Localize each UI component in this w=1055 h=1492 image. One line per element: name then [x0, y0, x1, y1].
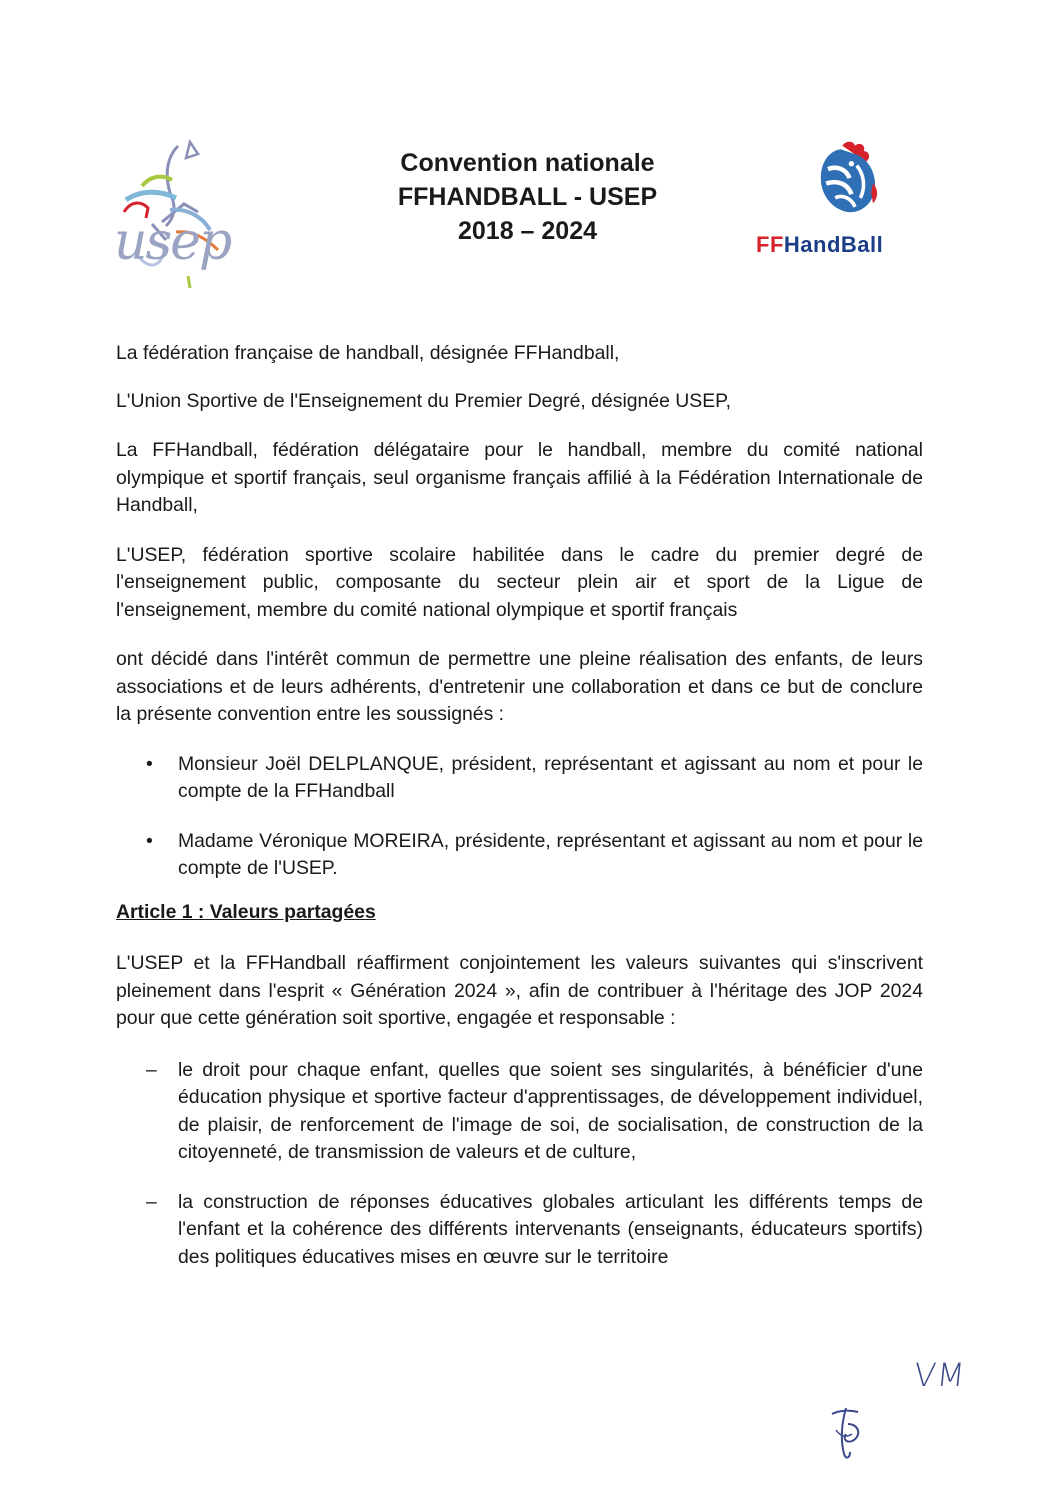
handwritten-initials-left-icon: [826, 1400, 866, 1462]
paragraph-usep-description: L'USEP, fédération sportive scolaire habilitée dans le cadre du premier degré de l'enseignement public, composante du secteur plein air et sport de la Ligue de l'enseignement, membre du comité national olympique et sportif français: [116, 543, 923, 621]
paragraph-ffhandball-description: La FFHandball, fédération délégataire pour le handball, membre du comité national olympique et sportif français, seul organisme français affilié à la Fédération Internationale de Handball,: [116, 439, 923, 516]
ffhandball-logo-ff: FF: [756, 232, 784, 257]
paragraph-usep: L'Union Sportive de l'Enseignement du Premier Degré, désignée USEP,: [116, 389, 731, 412]
value-item: [116, 1057, 923, 1167]
handwritten-initials-right: VM: [912, 1356, 968, 1394]
title-line-2: FFHANDBALL - USEP: [397, 183, 658, 211]
dash-mark: –: [146, 1058, 157, 1081]
ffhandball-logo-text: [756, 234, 883, 256]
dash-mark: –: [146, 1190, 157, 1213]
value-text: la construction de réponses éducatives globales articulant les différents temps de l'enfant et la cohérence des différents intervenants (enseignants, éducateurs sportifs) des politiques éducatives mises en œuvre sur le territoire: [178, 1190, 923, 1268]
document-body: [116, 340, 923, 1271]
value-item: [116, 1189, 923, 1272]
document-title: [300, 146, 755, 248]
paragraph-ffhandball: La fédération française de handball, désignée FFHandball,: [116, 342, 620, 364]
signatory-text: Monsieur Joël DELPLANQUE, président, représentant et agissant au nom et pour le compte de la FFHandball: [178, 752, 923, 802]
article-1-intro: L'USEP et la FFHandball réaffirment conjointement les valeurs suivantes qui s'inscrivent pleinement dans l'esprit « Génération 2024 », afin de contribuer à l'héritage des JOP 2024 pour que cette génération soit sportive, engagée et responsable :: [116, 952, 923, 1029]
bullet-mark: •: [146, 829, 153, 852]
signatory-text: Madame Véronique MOREIRA, présidente, représentant et agissant au nom et pour le compte de l'USEP.: [178, 829, 923, 879]
bullet-mark: •: [146, 752, 153, 775]
title-line-3: 2018 – 2024: [457, 217, 598, 245]
ffhandball-rooster-logo-icon: [810, 138, 882, 220]
title-line-1: Convention nationale: [400, 149, 655, 177]
paragraph-decision: ont décidé dans l'intérêt commun de permettre une pleine réalisation des enfants, de leurs associations et de leurs adhérents, d'entretenir une collaboration et dans ce but de conclure la présente convention entre les soussignés :: [116, 648, 923, 725]
ffhandball-logo: [750, 138, 940, 263]
value-text: le droit pour chaque enfant, quelles que soient ses singularités, à bénéficier d'une éducation physique et sportive facteur d'apprentissages, de développement individuel, de plaisir, de renforcement de l'image de soi, de socialisation, de construction de la citoyenneté, de transmission de valeurs et de culture,: [178, 1058, 923, 1163]
ffhandball-logo-handball: HandBall: [783, 232, 884, 257]
signatory-item: [116, 828, 923, 883]
signatory-item: [116, 751, 923, 806]
article-1-heading: Article 1 : Valeurs partagées: [116, 900, 376, 923]
usep-logo-text: usep: [114, 212, 231, 272]
